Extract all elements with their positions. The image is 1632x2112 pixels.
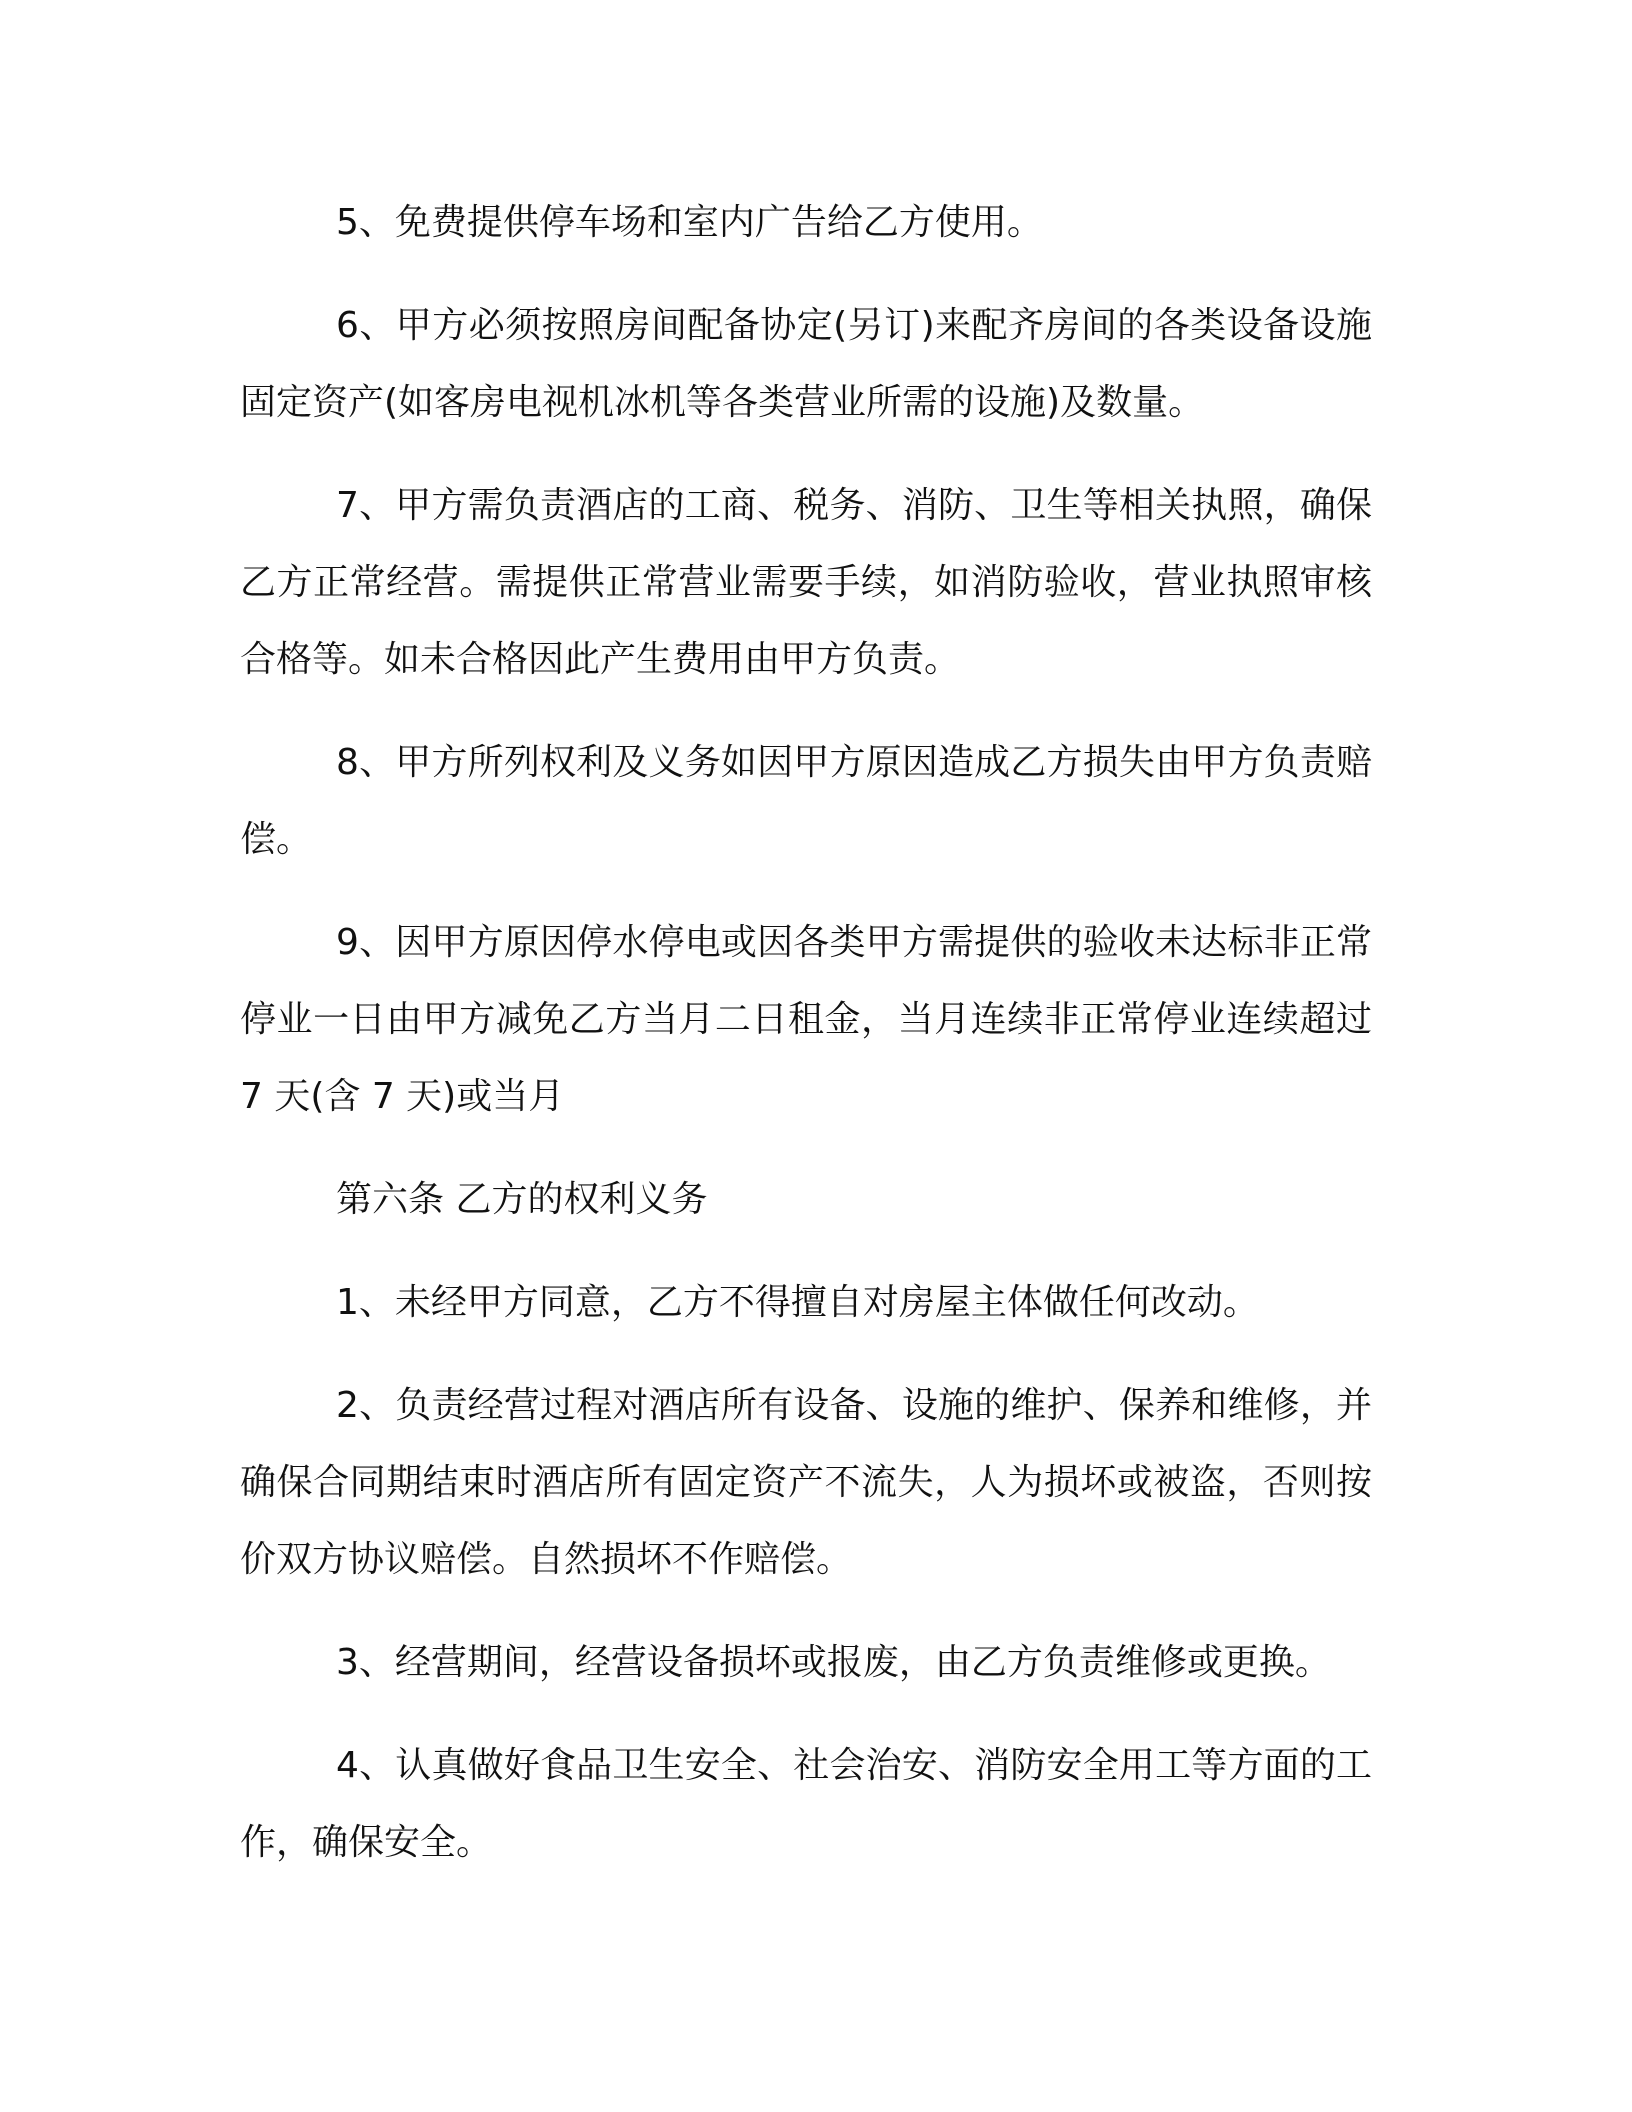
paragraph-item-6: 6、甲方必须按照房间配备协定(另订)来配齐房间的各类设备设施固定资产(如客房电视机冰机等各类营业所需的设施)及数量。 bbox=[240, 305, 1372, 423]
paragraph-item-8: 8、甲方所列权利及义务如因甲方原因造成乙方损失由甲方负责赔偿。 bbox=[240, 742, 1372, 860]
section-heading-article-6: 第六条 乙方的权利义务 bbox=[336, 1179, 708, 1220]
paragraph-item-4: 4、认真做好食品卫生安全、社会治安、消防安全用工等方面的工作，确保安全。 bbox=[240, 1745, 1372, 1863]
paragraph-item-1: 1、未经甲方同意，乙方不得擅自对房屋主体做任何改动。 bbox=[336, 1282, 1259, 1323]
paragraph-item-5: 5、免费提供停车场和室内广告给乙方使用。 bbox=[336, 202, 1043, 243]
paragraph-item-3: 3、经营期间，经营设备损坏或报废，由乙方负责维修或更换。 bbox=[336, 1642, 1331, 1683]
paragraph-item-2: 2、负责经营过程对酒店所有设备、设施的维护、保养和维修，并确保合同期结束时酒店所有固定资产不流失，人为损坏或被盗，否则按价双方协议赔偿。自然损坏不作赔偿。 bbox=[240, 1385, 1372, 1580]
document-body bbox=[240, 184, 1372, 1907]
paragraph-item-7: 7、甲方需负责酒店的工商、税务、消防、卫生等相关执照，确保乙方正常经营。需提供正常营业需要手续，如消防验收，营业执照审核合格等。如未合格因此产生费用由甲方负责。 bbox=[240, 485, 1372, 680]
paragraph-item-9: 9、因甲方原因停水停电或因各类甲方需提供的验收未达标非正常停业一日由甲方减免乙方当月二日租金，当月连续非正常停业连续超过 7 天(含 7 天)或当月 bbox=[240, 922, 1372, 1117]
